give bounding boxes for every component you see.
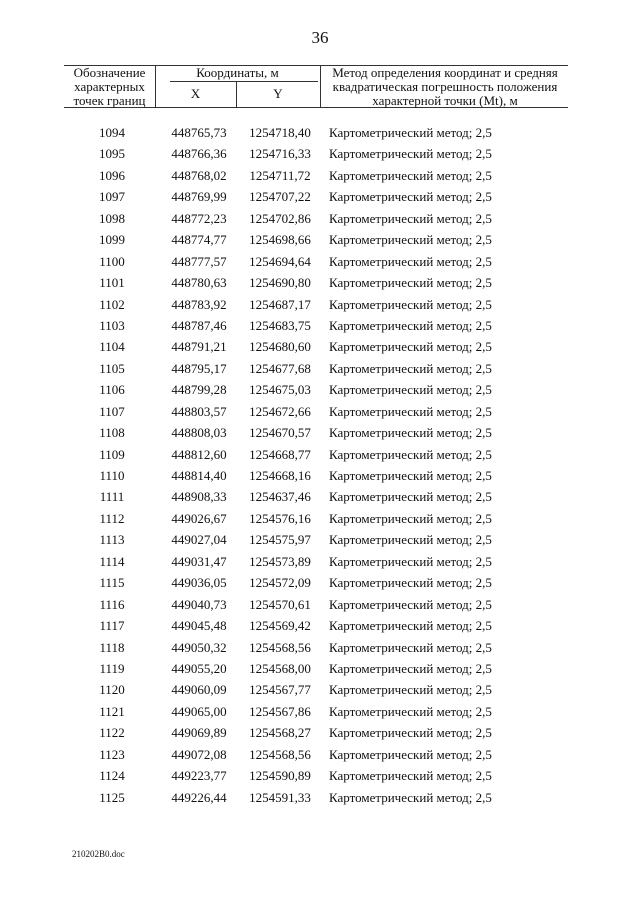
coord-y: 1254711,72 [249,167,311,183]
coord-x: 449031,47 [171,553,227,569]
coord-x: 449065,00 [171,703,227,719]
coord-y: 1254575,97 [249,532,311,548]
coord-y: 1254694,64 [249,253,311,269]
coord-x: 448787,46 [171,317,227,333]
point-id: 1105 [99,360,125,376]
table-row [64,658,568,679]
table-row [64,401,568,422]
table-row [64,143,568,164]
table-row [64,765,568,786]
method-text: Картометрический метод; 2,5 [329,317,492,333]
point-id: 1125 [99,789,125,805]
coord-y: 1254573,89 [249,553,311,569]
method-text: Картометрический метод; 2,5 [329,725,492,741]
point-id: 1102 [99,296,125,312]
coords-sub-rule [170,81,318,82]
table-row [64,251,568,272]
coord-x: 448812,60 [171,446,227,462]
table-row [64,165,568,186]
method-text: Картометрический метод; 2,5 [329,360,492,376]
coord-y: 1254716,33 [249,146,311,162]
point-id: 1122 [99,725,125,741]
point-id: 1114 [99,553,125,569]
table-row [64,508,568,529]
point-id: 1115 [99,575,125,591]
coord-x: 448814,40 [171,468,227,483]
table-row [64,444,568,465]
header-col-coords: Координаты, м [196,65,279,80]
coord-y: 1254707,22 [249,189,311,205]
coord-x: 449072,08 [171,746,227,762]
point-id: 1096 [99,167,125,183]
method-text: Картометрический метод; 2,5 [329,189,492,205]
table-row [64,186,568,207]
coord-y: 1254568,27 [249,725,311,741]
coord-y: 1254670,57 [249,425,311,441]
table-row [64,336,568,357]
coord-y: 1254683,75 [249,317,311,333]
coord-y: 1254672,66 [249,403,311,419]
point-id: 1110 [99,468,125,483]
point-id: 1111 [99,489,125,505]
table-row [64,551,568,572]
table-row [64,272,568,293]
header-col-y: Y [273,86,283,101]
method-text: Картометрический метод; 2,5 [329,210,492,226]
coord-x: 448765,73 [171,125,227,140]
coord-x: 448766,36 [171,146,227,162]
point-id: 1094 [99,125,125,140]
method-text: Картометрический метод; 2,5 [329,553,492,569]
table-row [64,358,568,379]
point-id: 1108 [99,425,125,441]
coord-y: 1254568,56 [249,746,311,762]
coord-y: 1254572,09 [249,575,311,591]
point-id: 1100 [99,253,125,269]
coord-y: 1254567,86 [249,703,311,719]
coord-x: 448799,28 [171,382,227,398]
point-id: 1113 [99,532,125,548]
point-id: 1112 [99,510,125,526]
coord-y: 1254680,60 [249,339,311,355]
method-text: Картометрический метод; 2,5 [329,703,492,719]
coord-x: 448774,77 [171,232,227,248]
header-col-x: X [190,86,201,101]
table-row [64,379,568,400]
method-text: Картометрический метод; 2,5 [329,768,492,784]
coord-x: 448795,17 [171,360,227,376]
method-text: Картометрический метод; 2,5 [329,746,492,762]
method-text: Картометрический метод; 2,5 [329,425,492,441]
coord-x: 448808,03 [171,425,227,441]
table-row [64,594,568,615]
point-id: 1109 [99,446,125,462]
method-text: Картометрический метод; 2,5 [329,167,492,183]
table-row [64,122,568,143]
coord-y: 1254698,66 [249,232,311,248]
coord-x: 448768,02 [171,167,227,183]
table-header [64,65,568,108]
point-id: 1116 [99,596,125,612]
coord-x: 448908,33 [171,489,227,505]
table-row [64,229,568,250]
table-row [64,315,568,336]
point-id: 1123 [99,746,125,762]
method-text: Картометрический метод; 2,5 [329,660,492,676]
table-row [64,701,568,722]
header-col-id: Обозначение характерных точек границ [73,65,146,108]
coord-x: 448803,57 [171,403,227,419]
point-id: 1107 [99,403,125,419]
table-row [64,422,568,443]
coord-y: 1254668,77 [249,446,311,462]
coord-y: 1254677,68 [249,360,311,376]
method-text: Картометрический метод; 2,5 [329,618,492,634]
coord-y: 1254568,56 [249,639,311,655]
coord-x: 449226,44 [171,789,227,805]
table-row [64,465,568,486]
coord-x: 449045,48 [171,618,227,634]
point-id: 1121 [99,703,125,719]
coord-x: 449026,67 [171,510,227,526]
coord-x: 449069,89 [171,725,227,741]
method-text: Картометрический метод; 2,5 [329,510,492,526]
table-row [64,787,568,808]
coord-y: 1254675,03 [249,382,311,398]
method-text: Картометрический метод; 2,5 [329,339,492,355]
table-row [64,486,568,507]
table-row [64,722,568,743]
table-row [64,529,568,550]
coord-y: 1254568,00 [249,660,311,676]
point-id: 1099 [99,232,125,248]
method-text: Картометрический метод; 2,5 [329,382,492,398]
method-text: Картометрический метод; 2,5 [329,232,492,248]
coord-x: 449036,05 [171,575,227,591]
method-text: Картометрический метод; 2,5 [329,468,492,483]
footer-filename: 210202B0.doc [72,849,125,859]
point-id: 1101 [99,275,125,291]
table-row [64,744,568,765]
table-row [64,637,568,658]
point-id: 1119 [99,660,125,676]
method-text: Картометрический метод; 2,5 [329,639,492,655]
coord-y: 1254590,89 [249,768,311,784]
method-text: Картометрический метод; 2,5 [329,125,492,140]
coord-x: 449040,73 [171,596,227,612]
point-id: 1095 [99,146,125,162]
method-text: Картометрический метод; 2,5 [329,275,492,291]
method-text: Картометрический метод; 2,5 [329,296,492,312]
point-id: 1097 [99,189,125,205]
coord-x: 449223,77 [171,768,227,784]
point-id: 1106 [99,382,125,398]
coord-x: 449027,04 [171,532,227,548]
coord-x: 449050,32 [171,639,227,655]
coord-y: 1254718,40 [249,125,311,140]
point-id: 1104 [99,339,125,355]
coord-x: 449060,09 [171,682,227,698]
coord-y: 1254567,77 [249,682,311,698]
coordinates-table-body [64,122,568,808]
header-divider-2 [320,65,321,108]
method-text: Картометрический метод; 2,5 [329,575,492,591]
table-row [64,615,568,636]
header-col-method: Метод определения координат и средняя квадратическая погрешность положения характерной точки (Mt), м [332,65,558,108]
method-text: Картометрический метод; 2,5 [329,403,492,419]
coord-x: 448780,63 [171,275,227,291]
point-id: 1120 [99,682,125,698]
coord-x: 448783,92 [171,296,227,312]
coord-y: 1254637,46 [249,489,311,505]
point-id: 1118 [99,639,125,655]
coord-x: 448769,99 [171,189,227,205]
point-id: 1124 [99,768,125,784]
coord-y: 1254576,16 [249,510,311,526]
point-id: 1098 [99,210,125,226]
coord-y: 1254591,33 [249,789,311,805]
method-text: Картометрический метод; 2,5 [329,489,492,505]
table-row [64,679,568,700]
table-row [64,572,568,593]
point-id: 1103 [99,317,125,333]
method-text: Картометрический метод; 2,5 [329,446,492,462]
table-row [64,208,568,229]
method-text: Картометрический метод; 2,5 [329,596,492,612]
method-text: Картометрический метод; 2,5 [329,789,492,805]
point-id: 1117 [99,618,125,634]
method-text: Картометрический метод; 2,5 [329,146,492,162]
coord-y: 1254570,61 [249,596,311,612]
table-row [64,294,568,315]
method-text: Картометрический метод; 2,5 [329,682,492,698]
coord-y: 1254569,42 [249,618,311,634]
page-number: 36 [311,28,329,47]
coord-x: 449055,20 [171,660,227,676]
coord-x: 448777,57 [171,253,227,269]
coord-x: 448791,21 [171,339,227,355]
coord-y: 1254668,16 [249,468,311,483]
method-text: Картометрический метод; 2,5 [329,532,492,548]
coord-y: 1254702,86 [249,210,311,226]
coord-x: 448772,23 [171,210,227,226]
method-text: Картометрический метод; 2,5 [329,253,492,269]
coord-y: 1254690,80 [249,275,311,291]
coord-y: 1254687,17 [249,296,311,312]
